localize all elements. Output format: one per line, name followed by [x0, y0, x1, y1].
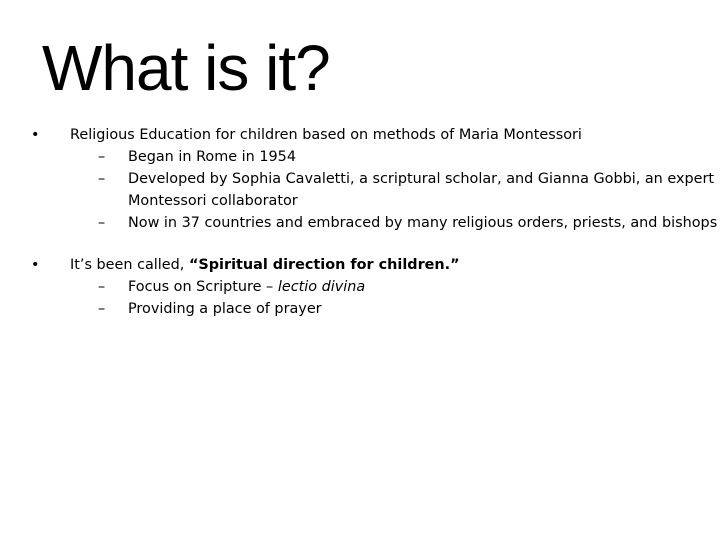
bullet-spiritual-direction	[0, 254, 690, 320]
sub-marker: –	[98, 279, 106, 295]
sub-marker: –	[98, 171, 106, 187]
sub-marker: –	[98, 301, 106, 317]
slide-title: What is it?	[42, 32, 330, 104]
bullet-text-quote: “Spiritual direction for children.”	[188, 257, 460, 273]
sub-item-text: Now in 37 countries and embraced by many religious orders, priests, and bishops	[128, 215, 718, 231]
sub-marker: –	[98, 149, 106, 165]
bullet-religious-education	[0, 124, 718, 234]
sub-item-text: Developed by Sophia Cavaletti, a scriptural scholar, and Gianna Gobbi, an expert Montessori collaborator	[128, 171, 715, 209]
sub-item-text: Began in Rome in 1954	[128, 149, 296, 165]
sub-item-37-countries	[98, 212, 718, 234]
sub-item-began-in-rome	[98, 146, 718, 168]
sub-item-text-italic: lectio divina	[277, 279, 366, 295]
sub-item-focus-on-scripture	[98, 276, 718, 298]
bullet-text-prefix: It’s been called,	[70, 257, 189, 273]
bullet-marker: •	[31, 257, 40, 273]
bullet-text: Religious Education for children based on methods of Maria Montessori	[70, 127, 582, 143]
sub-item-place-of-prayer	[98, 298, 718, 320]
sub-item-text-prefix: Focus on Scripture –	[128, 279, 278, 295]
sub-marker: –	[98, 215, 106, 231]
slide-body	[0, 124, 720, 320]
sub-list	[98, 276, 690, 320]
sub-list	[98, 146, 718, 234]
bullet-marker: •	[31, 127, 40, 143]
sub-item-text: Providing a place of prayer	[128, 301, 322, 317]
sub-item-developed-by	[98, 168, 718, 212]
